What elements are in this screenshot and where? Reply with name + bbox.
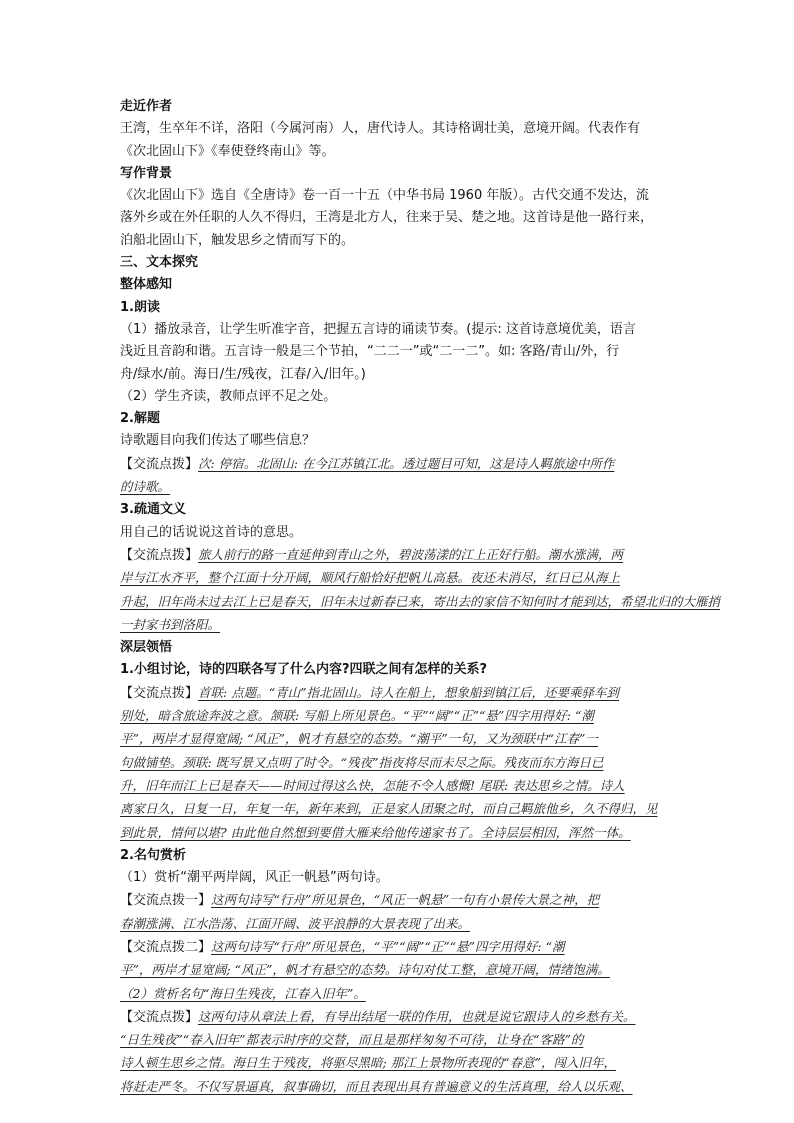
annotation-line (120, 682, 680, 705)
body-text-line: （2）学生齐读，教师点评不足之处。 (120, 388, 337, 404)
handwritten-annotation: 这两句诗写“行舟”所见景色，“风正一帆悬”一句有小景传大景之神，把 (211, 892, 600, 908)
annotation-line (120, 476, 680, 499)
annotation-line (120, 614, 680, 637)
annotation-line (120, 822, 680, 845)
body-text-line: 《次北固山下》选自《全唐诗》卷一百一十五（中华书局 1960 年版）。古代交通不发达，流 (120, 188, 649, 204)
body-text-line: （1）播放录音，让学生听准字音，把握五言诗的诵读节奏。(提示: 这首诗意境优美，语言 (120, 321, 636, 337)
handwritten-annotation: 将赶走严冬。不仅写景逼真，叙事确切，而且表现出具有普遍意义的生活真理，给人以乐观、 (120, 1078, 633, 1094)
handwritten-annotation: 这两句诗写“行舟”所见景色，“平”“阔”“正”“悬”四字用得好: “潮 (211, 938, 565, 954)
annotation-line (120, 889, 680, 912)
handwritten-annotation: 别处，暗含旅途奔波之意。颔联: 写船上所见景色。“平”“阔”“正”“悬”四字用得好: “潮 (120, 708, 594, 724)
section-heading: 1.朗读 (120, 299, 160, 315)
handwritten-annotation: 首联: 点题。“青山”指北固山。诗人在船上，想象船到镇江后，还要乘驿车到 (198, 684, 619, 700)
body-text-line: 诗歌题目向我们传达了哪些信息？ (120, 433, 316, 449)
section-heading: 三、文本探究 (120, 255, 199, 271)
handwritten-annotation: 岸与江水齐平，整个江面十分开阔，顺风行船恰好把帆儿高悬。夜还未消尽，红日已从海上 (120, 570, 621, 586)
section-heading: 2.名句赏析 (120, 847, 186, 863)
body-text-line: 《次北固山下》《奉使登终南山》等。 (120, 143, 335, 159)
document-page (120, 96, 721, 1099)
handwritten-annotation: （2）赏析名句“海日生残夜，江春入旧年”。 (120, 985, 366, 1001)
body-text-line: 王湾，生卒年不详，洛阳（今属河南）人，唐代诗人。其诗格调壮美，意境开阔。代表作有 (120, 121, 641, 137)
handwritten-annotation: 一封家书到洛阳。 (120, 616, 221, 632)
handwritten-annotation: 升起，旧年尚未过去江上已是春天，旧年未过新春已来，寄出去的家信不知何时才能到达，希望北归的大雁捎 (120, 593, 721, 609)
handwritten-annotation: 这两句诗从章法上看，有导出结尾一联的作用，也就是说它跟诗人的乡愁有关。 (198, 1008, 636, 1024)
annotation-line (120, 728, 680, 751)
body-text-line: 浅近且音韵和谐。五言诗一般是三个节拍，“二二一”或“二一二”。如: 客路/青山/外，行 (120, 344, 620, 360)
annotation-line (120, 1029, 680, 1052)
exchange-tag: 【交流点拨】 (120, 1009, 199, 1025)
section-heading: 写作背景 (120, 165, 173, 181)
annotation-line (120, 591, 721, 614)
handwritten-annotation: 平”，两岸才显宽阔; “风正”，帆才有悬空的态势。诗句对仗工整，意境开阔，情绪饱满。 (120, 962, 610, 978)
handwritten-annotation: 旅人前行的路一直延伸到青山之外，碧波荡漾的江上正好行船。潮水涨满，两 (198, 546, 624, 562)
section-heading: 走近作者 (120, 99, 173, 114)
annotation-line (120, 1006, 680, 1029)
annotation-line (120, 936, 680, 959)
section-heading: 3.疏通文义 (120, 502, 186, 518)
body-text-line: 舟/绿水/前。海日/生/残夜，江春/入/旧年。) (120, 366, 366, 382)
exchange-tag: 【交流点拨一】 (120, 893, 212, 909)
annotation-line (120, 705, 680, 728)
handwritten-annotation: 诗人顿生思乡之情。海日生于残夜，将驱尽黑暗; 那江上景物所表现的“春意”，闯入旧年， (120, 1055, 616, 1071)
annotation-line (120, 959, 680, 982)
body-text-line: 用自己的话说说这首诗的意思。 (120, 524, 303, 540)
section-heading: 整体感知 (120, 277, 173, 293)
exchange-tag: 【交流点拨】 (120, 547, 199, 563)
annotation-line (120, 983, 680, 1006)
body-text-line: 落外乡或在外任职的人久不得归，王湾是北方人，往来于吴、楚之地。这首诗是他一路行来， (120, 210, 654, 226)
handwritten-annotation: 离家日久，日复一日，年复一年，新年来到，正是家人团聚之时，而自己羁旅他乡，久不得归，见 (120, 801, 658, 817)
handwritten-annotation: 句做铺垫。颈联: 既写景又点明了时令。“残夜”指夜将尽而未尽之际。残夜而东方海日已 (120, 754, 604, 770)
handwritten-annotation: 次: 停宿。北固山: 在今江苏镇江北。透过题目可知，这是诗人羁旅途中所作 (198, 455, 615, 471)
annotation-line (120, 544, 680, 567)
annotation-line (120, 1052, 680, 1075)
annotation-line (120, 798, 680, 821)
section-heading: 2.解题 (120, 411, 160, 427)
annotation-line (120, 752, 680, 775)
handwritten-annotation: 春潮涨满、江水浩荡、江面开阔、波平浪静的大景表现了出来。 (120, 915, 471, 931)
body-text-line: （1）赏析“潮平两岸阔，风正一帆悬”两句诗。 (120, 870, 389, 886)
section-heading: 1.小组讨论，诗的四联各写了什么内容?四联之间有怎样的关系? (120, 662, 488, 678)
body-text-line: 泊船北固山下，触发思乡之情而写下的。 (120, 232, 355, 248)
section-heading: 深层领悟 (120, 640, 173, 656)
annotation-line (120, 453, 680, 476)
exchange-tag: 【交流点拨】 (120, 456, 199, 472)
annotation-line (120, 567, 680, 590)
exchange-tag: 【交流点拨】 (120, 685, 199, 701)
handwritten-annotation: 的诗歌。 (120, 479, 171, 495)
annotation-line (120, 1076, 680, 1099)
handwritten-annotation: 到此景，情何以堪? 由此他自然想到要借大雁来给他传递家书了。全诗层层相因，浑然一体。 (120, 824, 631, 840)
exchange-tag: 【交流点拨二】 (120, 939, 212, 955)
annotation-line (120, 775, 680, 798)
handwritten-annotation: “日生残夜”“春入旧年”都表示时序的交替，而且是那样匆匆不可待，让身在“客路”的 (120, 1032, 584, 1048)
annotation-line (120, 913, 680, 936)
handwritten-annotation: 平”，两岸才显得宽阔; “风正”，帆才有悬空的态势。“潮平”一句，又为颈联中“江春”一 (120, 731, 598, 747)
document-body (120, 96, 721, 1099)
handwritten-annotation: 升，旧年而江上已是春天——时间过得这么快，怎能不令人感慨! 尾联: 表达思乡之情。诗人 (120, 777, 625, 793)
